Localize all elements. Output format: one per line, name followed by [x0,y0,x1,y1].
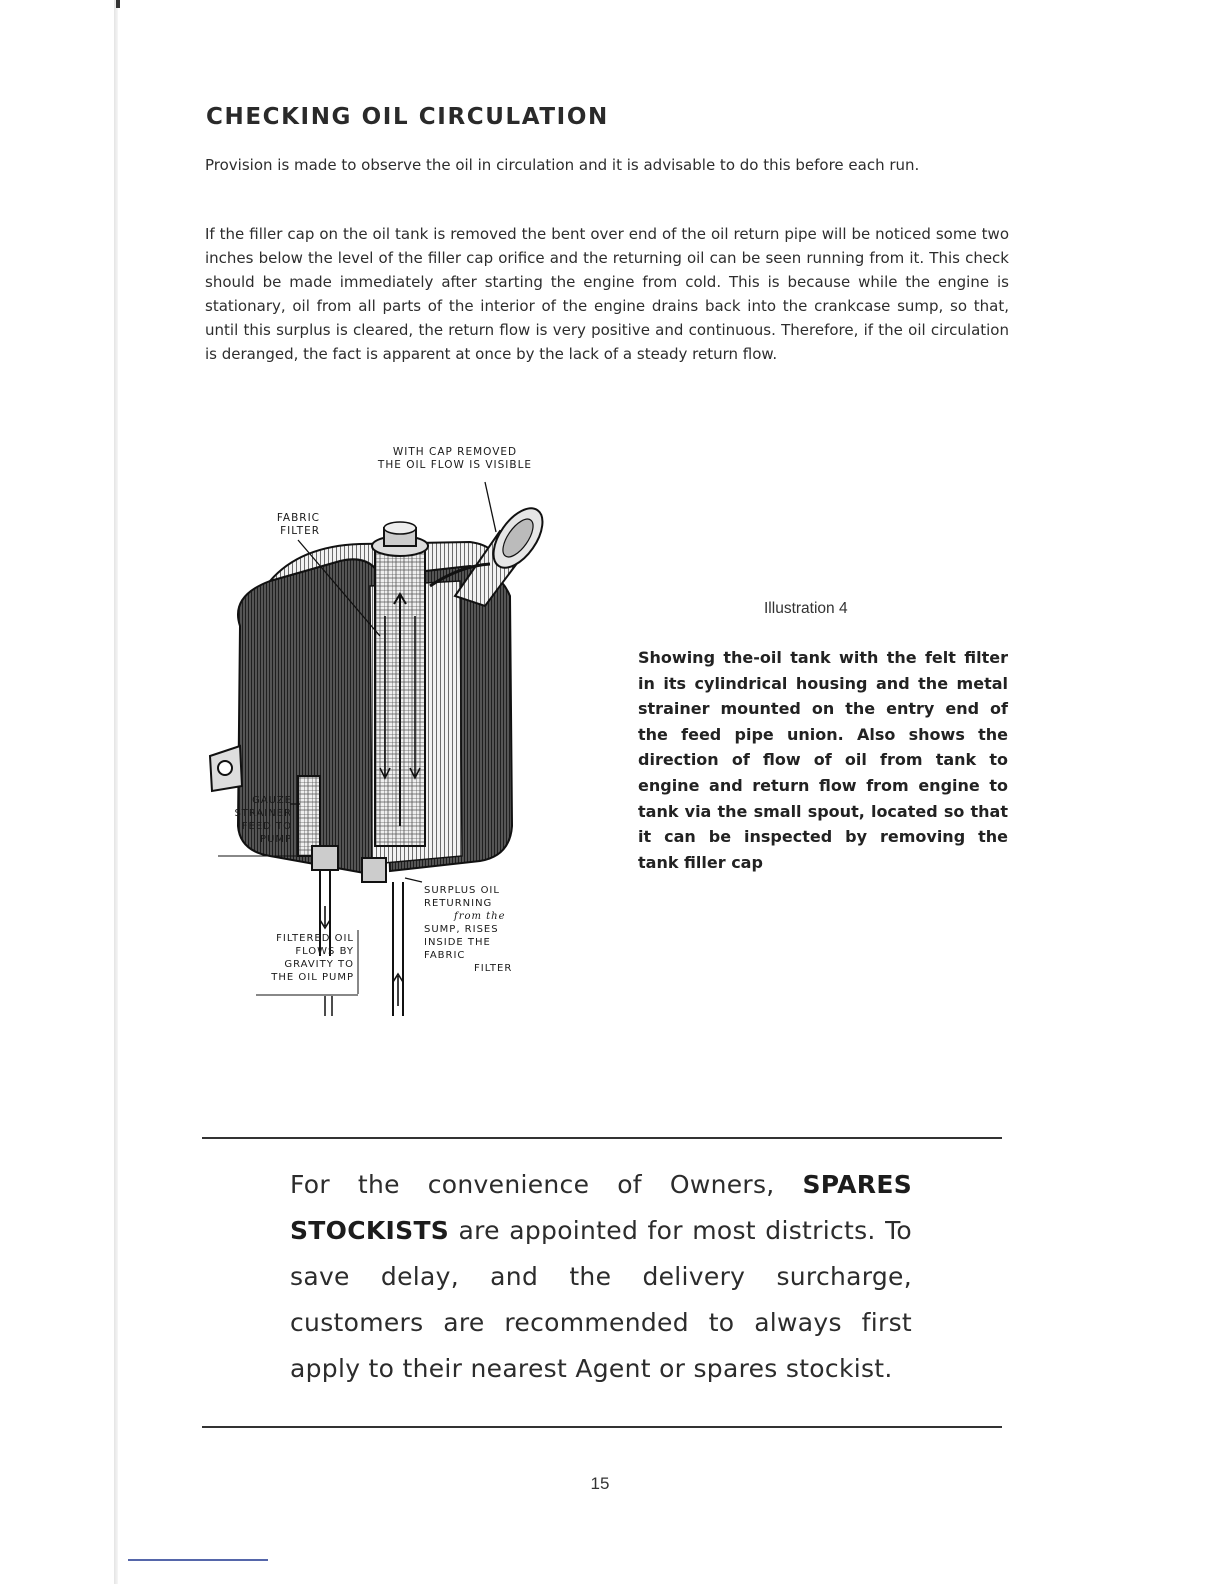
label-filtered-line4: THE OIL PUMP [271,972,354,983]
spares-notice [290,1162,912,1392]
gauze-strainer [298,776,320,856]
binding-edge [114,0,118,1584]
feed-flow-arrow [320,906,330,928]
page-number: 15 [590,1474,610,1493]
notice-text-1: For the convenience of Owners, [290,1170,803,1199]
binding-mark [116,0,120,8]
label-filtered-oil [250,932,354,984]
label-gauze-line4: PUMP [259,834,292,845]
label-cap-removed-line1: WITH CAP REMOVED [392,446,518,458]
oil-tank-illustration [200,446,620,1026]
label-surplus-line6: FABRIC [424,950,466,961]
paragraph-filler-cap: If the filler cap on the oil tank is removed the bent over end of the oil return pipe will be noticed some two inches below the level of the filler cap orifice and the returning oil can be seen running from it. This check should be made immediately after starting the engine from cold. This is because while the engine is stationary, oil from all parts of the interior of the engine drains back into the crankcase sump, so that, until this surplus is cleared, the return flow is very positive and continuous. Therefore, if the oil circulation is deranged, the fact is apparent at once by the lack of a steady return flow. [205,225,1009,363]
notice-text-2: are appointed for most districts. To save delay, and the delivery surcharge, customers are recommended to always first apply to their nearest Agent or spares stockist. [290,1216,912,1383]
label-fabric-line2: FILTER [280,525,320,537]
label-fabric-line1: FABRIC [276,512,320,524]
illustration-caption: Showing the-oil tank with the felt filter in its cylindrical housing and the metal strainer mounted on the entry end of the feed pipe union. Also shows the direction of flow of oil from tank to engine and return flow from engine to tank via the small spout, located so that it can be inspected by removing the tank filler cap [638,648,1008,872]
label-gauze-strainer [208,794,292,846]
label-cap-removed [340,446,570,472]
feed-union [312,846,338,870]
label-surplus-oil [424,884,544,975]
label-filtered-line2: FLOWS BY [295,946,354,957]
label-filtered-line1: FILTERED OIL [276,933,354,944]
label-surplus-line3: from the [454,911,506,922]
return-union [362,858,386,882]
label-surplus-line4: SUMP, RISES [424,924,499,935]
leader-cap [485,482,496,532]
label-gauze-line1: GAUZE [252,795,292,806]
bottom-divider [202,1426,1002,1428]
label-surplus-line5: INSIDE THE [424,937,491,948]
label-fabric-filter [250,512,320,538]
scan-edge-line [128,1559,268,1561]
page-heading: CHECKING OIL CIRCULATION [206,104,609,130]
label-surplus-line7: FILTER [474,963,513,974]
label-gauze-line2: STRAINER [234,808,292,819]
label-gauze-line3: FEED TO [241,821,292,832]
label-cap-removed-line2: THE OIL FLOW IS VISIBLE [377,459,533,471]
top-divider [202,1137,1002,1139]
return-flow-arrow [393,974,403,1006]
paragraph-provision: Provision is made to observe the oil in circulation and it is advisable to do this before each run. [205,156,920,174]
leader-surplus [405,878,422,882]
label-filtered-line3: GRAVITY TO [284,959,354,970]
notice-bold-spares-stockists: SPARES STOCKISTS [290,1170,912,1245]
illustration-title: Illustration 4 [764,600,848,617]
label-surplus-line2: RETURNING [424,898,493,909]
label-surplus-line1: SURPLUS OIL [424,885,500,896]
